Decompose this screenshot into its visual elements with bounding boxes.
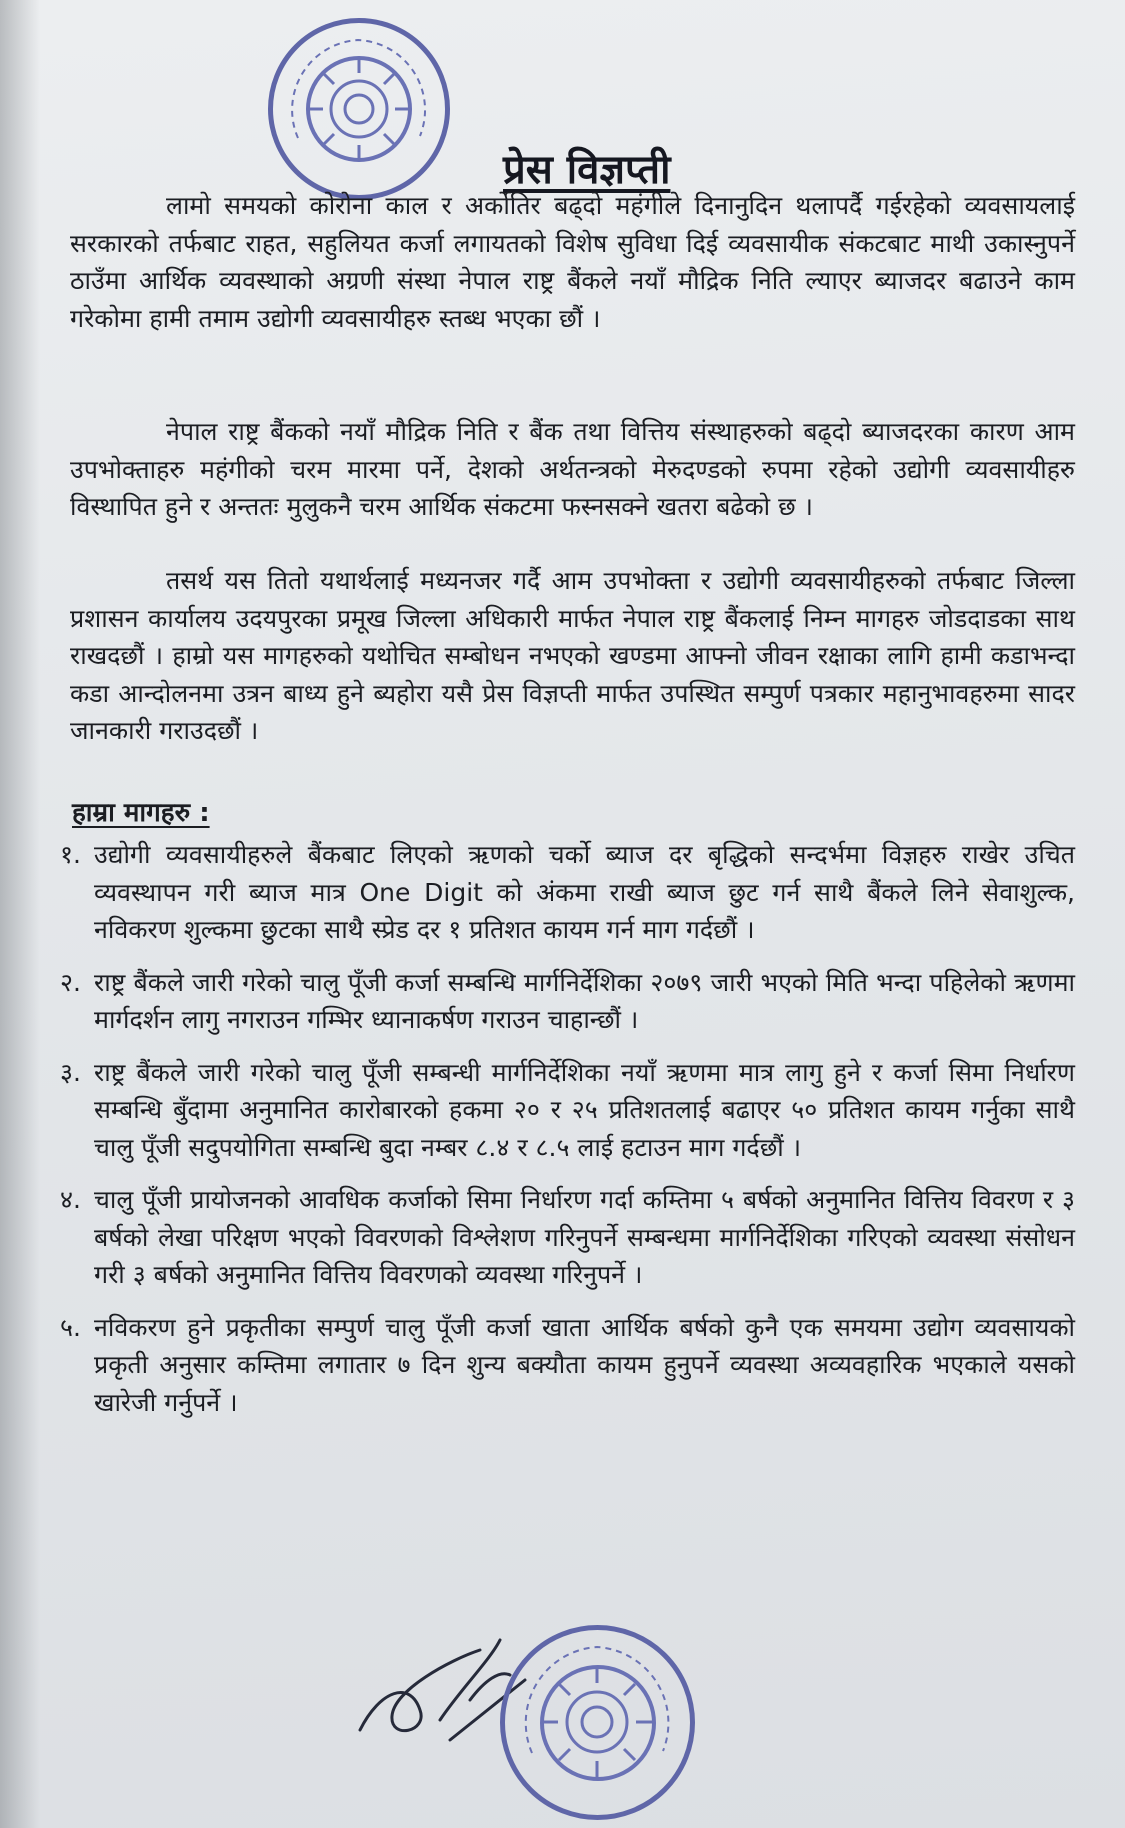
demand-number: ५. bbox=[60, 1312, 81, 1342]
page-shadow bbox=[0, 0, 40, 1828]
demands-list bbox=[60, 836, 1075, 1421]
demand-item bbox=[60, 836, 1075, 949]
demand-number: ३. bbox=[60, 1057, 81, 1087]
demand-text: नविकरण हुने प्रकृतीका सम्पुर्ण चालु पूँजी कर्जा खाता आर्थिक बर्षको कुनै एक समयमा उद्योग व्यवसायको प्रकृती अनुसार कम्तिमा लगातार ७ दिन शुन्य बक्यौता कायम हुनुपर्ने व्यवस्था अव्यवहारिक भएकाले यसको खारेजी गर्नुपर्ने । bbox=[94, 1312, 1075, 1417]
demand-item bbox=[60, 1054, 1075, 1167]
intro-paragraph: लामो समयको कोरोना काल र अर्कोतिर बढ्दो महंगीले दिनानुदिन थलापर्दै गईरहेको व्यवसायलाई सरकारको तर्फबाट राहत, सहुलियत कर्जा लगायतको विशेष सुविधा दिई व्यवसायीक संकटबाट माथी उकास्नुपर्ने ठाउँमा आर्थिक व्यवस्थाको अग्रणी संस्था नेपाल राष्ट्र बैंकले नयाँ मौद्रिक निति ल्याएर ब्याजदर बढाउने काम गरेकोमा हामी तमाम उद्योगी व्यवसायीहरु स्तब्ध भएका छौं । bbox=[70, 191, 1075, 333]
demand-number: २. bbox=[60, 967, 81, 997]
demand-text: चालु पूँजी प्रायोजनको आवधिक कर्जाको सिमा निर्धारण गर्दा कम्तिमा ५ बर्षको अनुमानित वित्तिय विवरण र ३ बर्षको लेखा परिक्षण भएको विवरणको विश्लेशण गरिनुपर्ने सम्बन्धमा मार्गनिर्देशिका गरिएको व्यवस्था संसोधन गरी ३ बर्षको अनुमानित वित्तिय विवरणको व्यवस्था गरिनुपर्ने । bbox=[94, 1185, 1075, 1289]
page-title: प्रेस विज्ञप्ती bbox=[503, 147, 671, 193]
association-seal-top bbox=[268, 18, 450, 200]
demand-item bbox=[60, 1309, 1075, 1422]
demand-text: राष्ट्र बैंकले जारी गरेको चालु पूँजी सम्बन्धी मार्गनिर्देशिका नयाँ ऋणमा मात्र लागु हुने र कर्जा सिमा निर्धारण सम्बन्धि बुँदामा अनुमानित कारोबारको हकमा २० र २५ प्रतिशतलाई बढाएर ५० प्रतिशत कायम गर्नुका साथै चालु पूँजी सदुपयोगिता सम्बन्धि बुदा नम्बर ८.४ र ८.५ लाई हटाउन माग गर्दछौं । bbox=[94, 1057, 1075, 1162]
demand-number: ४. bbox=[60, 1185, 81, 1214]
impact-paragraph: नेपाल राष्ट्र बैंकको नयाँ मौद्रिक निति र बैंक तथा वित्तिय संस्थाहरुको बढ्दो ब्याजदरका कारण आम उपभोक्ताहरु महंगीको चरम मारमा पर्ने, देशको अर्थतन्त्रको मेरुदण्डको रुपमा रहेको उद्योगी व्यवसायीहरु विस्थापित हुने र अन्ततः मुलुकनै चरम आर्थिक संकटमा फस्नसक्ने खतरा बढेको छ । bbox=[70, 417, 1075, 521]
demand-text: उद्योगी व्यवसायीहरुले बैंकबाट लिएको ऋणको चर्को ब्याज दर बृद्धिको सन्दर्भमा विज्ञहरु राखेर उचित व्यवस्थापन गरी ब्याज मात्र One Digit को अंकमा राखी ब्याज छुट गर्न साथै बैंकले लिने सेवाशुल्क, नविकरण शुल्कमा छुटका साथै स्प्रेड दर १ प्रतिशत कायम गर्न माग गर्दछौं । bbox=[94, 840, 1075, 944]
association-seal-bottom bbox=[500, 1625, 695, 1820]
demand-item bbox=[60, 1181, 1075, 1294]
appeal-paragraph: तसर्थ यस तितो यथार्थलाई मध्यनजर गर्दै आम उपभोक्ता र उद्योगी व्यवसायीहरुको तर्फबाट जिल्ला प्रशासन कार्यालय उदयपुरका प्रमूख जिल्ला अधिकारी मार्फत नेपाल राष्ट्र बैंकलाई निम्न मागहरु जोडदाडका साथ राखदछौं । हाम्रो यस मागहरुको यथोचित सम्बोधन नभएको खण्डमा आफ्नो जीवन रक्षाका लागि हामी कडाभन्दा कडा आन्दोलनमा उत्रन बाध्य हुने ब्यहोरा यसै प्रेस विज्ञप्ती मार्फत उपस्थित सम्पुर्ण पत्रकार महानुभावहरुमा सादर जानकारी गराउदछौं । bbox=[70, 566, 1075, 745]
seal-emblem-icon bbox=[500, 1625, 695, 1820]
demand-text: राष्ट्र बैंकले जारी गरेको चालु पूँजी कर्जा सम्बन्धि मार्गनिर्देशिका २०७९ जारी भएको मिति भन्दा पहिलेको ऋणमा मार्गदर्शन लागु नगराउन गम्भिर ध्यानाकर्षण गराउन चाहान्छौं । bbox=[94, 967, 1075, 1034]
demands-heading: हाम्रा मागहरु : bbox=[72, 798, 210, 828]
seal-emblem-icon bbox=[268, 18, 450, 200]
demand-number: १. bbox=[60, 840, 81, 869]
demand-item bbox=[60, 964, 1075, 1039]
